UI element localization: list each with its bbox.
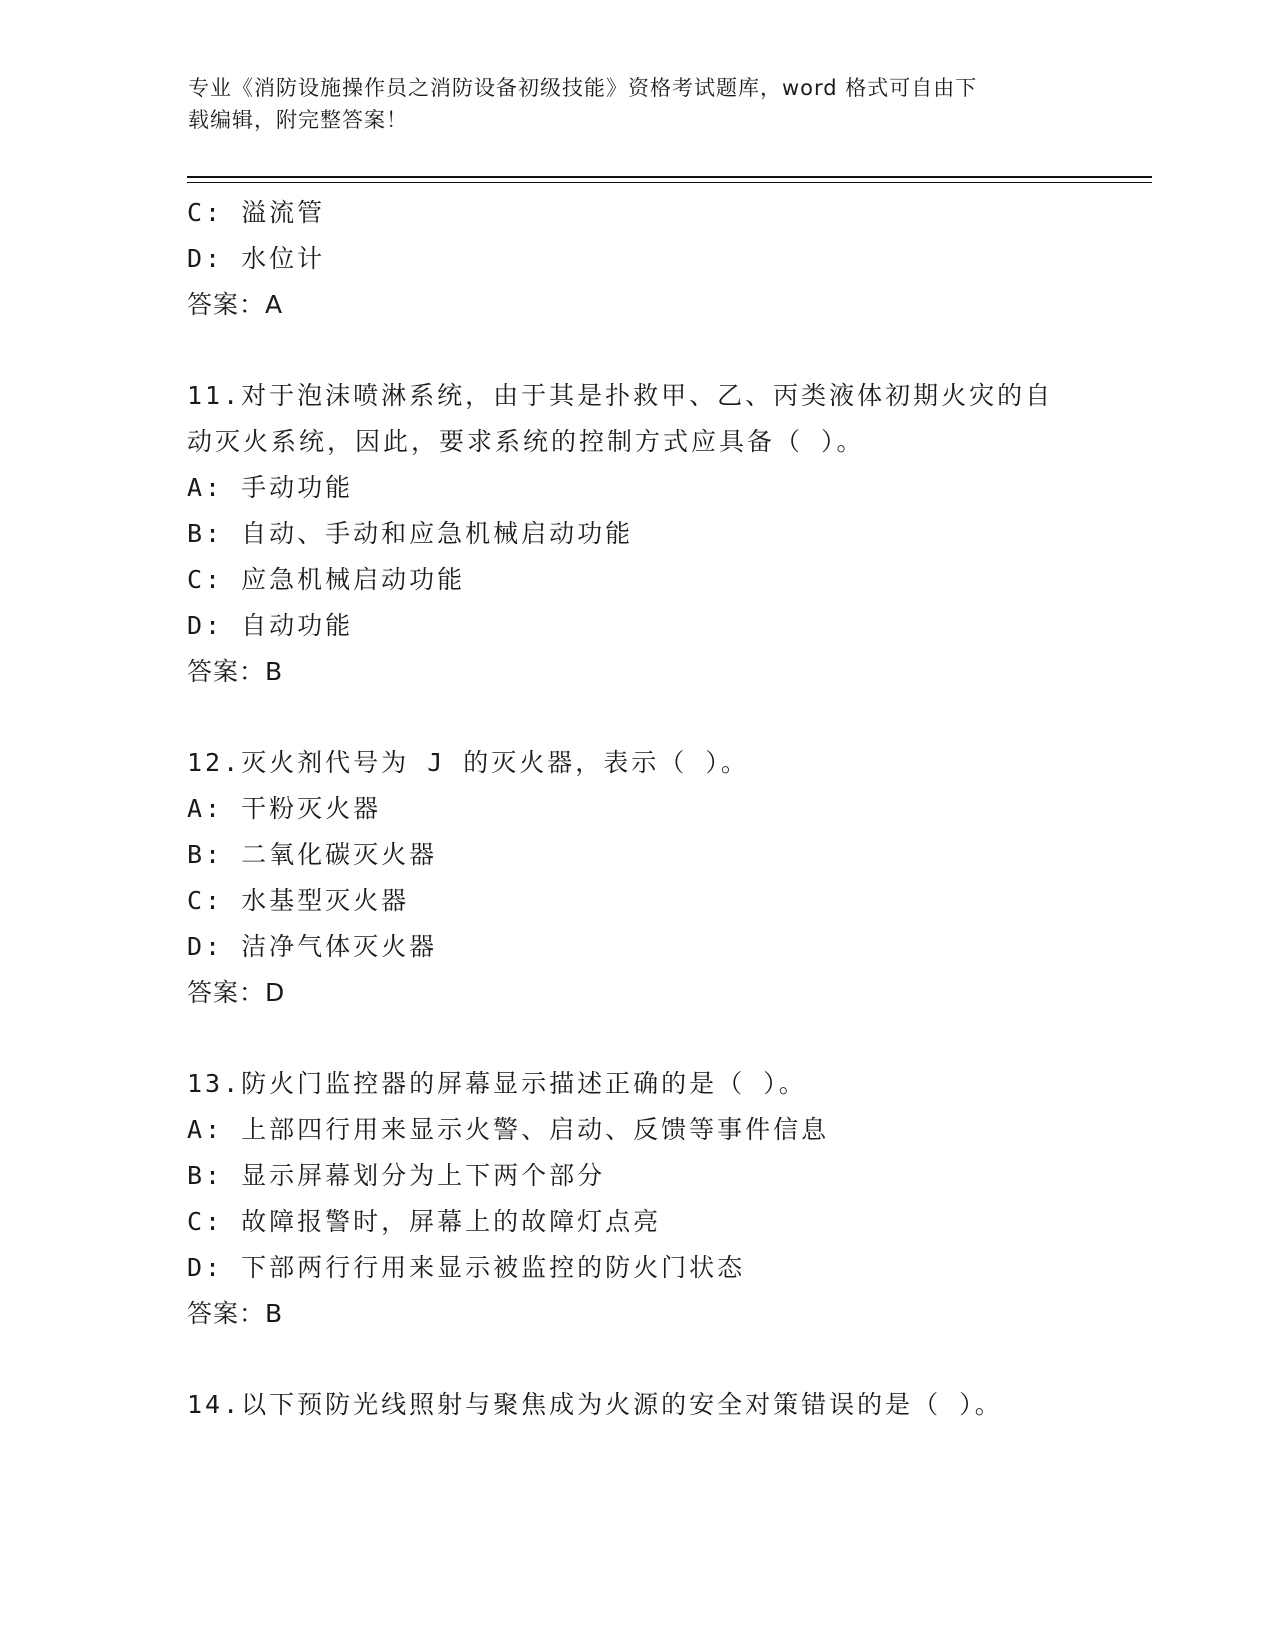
option-c: C: 水基型灭火器 — [187, 886, 410, 915]
header-line-2: 载编辑，附完整答案！ — [188, 108, 408, 132]
question-12 — [187, 740, 1147, 1016]
question-14 — [187, 1382, 1147, 1428]
question-13 — [187, 1061, 1147, 1337]
option-c: C: 故障报警时，屏幕上的故障灯点亮 — [187, 1207, 662, 1236]
answer: 答案：B — [187, 1299, 284, 1328]
answer: 答案：B — [187, 657, 284, 686]
option-d: D: 下部两行行用来显示被监控的防火门状态 — [187, 1253, 746, 1282]
question-stem: 11.对于泡沫喷淋系统，由于其是扑救甲、乙、丙类液体初期火灾的自 — [187, 381, 1054, 410]
question-10-tail — [187, 190, 1147, 328]
question-list — [187, 190, 1147, 1428]
question-stem: 14.以下预防光线照射与聚焦成为火源的安全对策错误的是（ ）。 — [187, 1390, 1003, 1419]
option-d: D: 水位计 — [187, 244, 326, 273]
option-d: D: 洁净气体灭火器 — [187, 932, 438, 961]
option-b: B: 二氧化碳灭火器 — [187, 840, 438, 869]
answer: 答案：D — [187, 978, 286, 1007]
header-rule-thin — [187, 182, 1152, 183]
option-b: B: 自动、手动和应急机械启动功能 — [187, 519, 634, 548]
question-stem: 动灭火系统，因此，要求系统的控制方式应具备（ ）。 — [187, 427, 865, 456]
option-a: A: 上部四行用来显示火警、启动、反馈等事件信息 — [187, 1115, 830, 1144]
option-d: D: 自动功能 — [187, 611, 354, 640]
header-line-1: 专业《消防设施操作员之消防设备初级技能》资格考试题库，word 格式可自由下 — [188, 76, 978, 100]
option-c: C: 应急机械启动功能 — [187, 565, 466, 594]
document-header — [188, 72, 1068, 136]
question-stem: 13.防火门监控器的屏幕显示描述正确的是（ ）。 — [187, 1069, 807, 1098]
option-a: A: 干粉灭火器 — [187, 794, 382, 823]
answer: 答案：A — [187, 290, 284, 319]
header-rule-thick — [187, 176, 1152, 178]
option-c: C: 溢流管 — [187, 198, 326, 227]
question-11 — [187, 373, 1147, 695]
option-b: B: 显示屏幕划分为上下两个部分 — [187, 1161, 606, 1190]
question-stem: 12.灭火剂代号为 J 的灭火器，表示（ ）。 — [187, 748, 749, 777]
option-a: A: 手动功能 — [187, 473, 354, 502]
